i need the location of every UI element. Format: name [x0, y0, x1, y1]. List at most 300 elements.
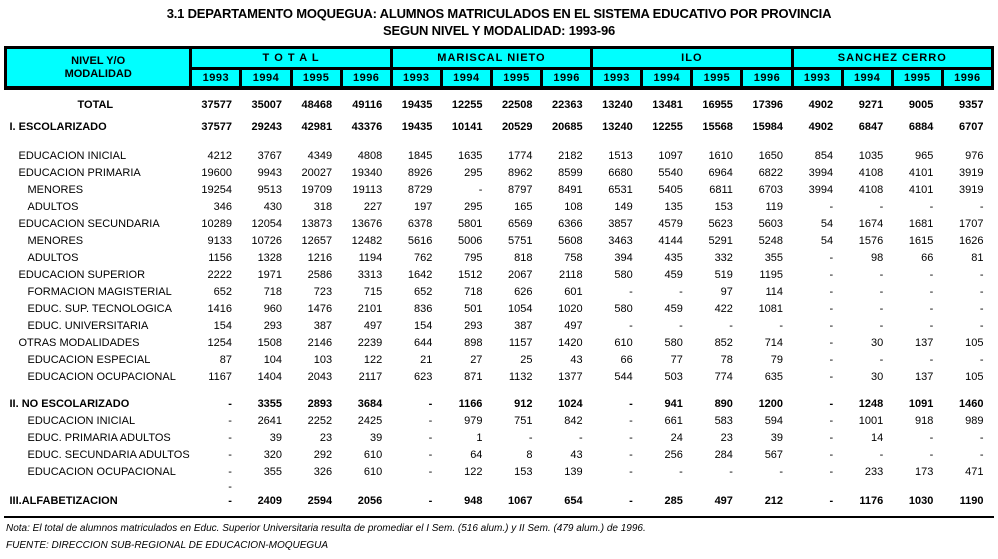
value-cell: 1610 — [708, 150, 733, 162]
value-cell: 48468 — [301, 98, 333, 111]
value-cell: - — [929, 286, 934, 298]
value-cell: 430 — [263, 201, 283, 213]
row-label: EDUCACION OCUPACIONAL — [27, 371, 176, 383]
table-row — [6, 493, 993, 510]
value-cell: - — [629, 415, 633, 427]
value-cell: 1020 — [558, 303, 583, 315]
year-header: 1995 — [692, 69, 742, 89]
value-cell: 77 — [670, 354, 683, 366]
value-cell: 135 — [664, 201, 683, 213]
value-cell: 1328 — [257, 252, 283, 264]
row-label: EDUC. UNIVERSITARIA — [27, 320, 149, 332]
value-cell: 580 — [614, 269, 633, 281]
value-cell: - — [829, 398, 834, 410]
value-cell: - — [829, 286, 834, 298]
value-cell: 1626 — [959, 235, 984, 247]
value-cell: 332 — [714, 252, 733, 264]
value-cell: 197 — [413, 201, 433, 213]
value-cell: 1030 — [908, 495, 934, 507]
value-cell: 14 — [870, 432, 884, 444]
value-cell: 394 — [614, 252, 633, 264]
value-cell: 12054 — [251, 218, 283, 230]
page-title-line2: SEGUN NIVEL Y MODALIDAD: 1993-96 — [383, 23, 615, 38]
value-cell: - — [478, 184, 483, 196]
table-row — [6, 267, 993, 284]
value-cell: 1513 — [608, 150, 633, 162]
value-cell: 5006 — [457, 235, 483, 247]
value-cell: - — [629, 466, 633, 478]
year-header: 1996 — [942, 69, 992, 89]
value-cell: 6707 — [959, 121, 984, 133]
value-cell: - — [979, 201, 984, 213]
table-row — [6, 148, 993, 165]
value-cell: 5801 — [457, 218, 483, 230]
value-cell: - — [929, 201, 934, 213]
value-cell: - — [979, 432, 984, 444]
value-cell: 20685 — [552, 121, 583, 133]
value-cell: 295 — [464, 201, 483, 213]
value-cell: 854 — [814, 150, 834, 162]
value-cell: 43376 — [351, 121, 383, 133]
value-cell: 1 — [476, 432, 483, 444]
value-cell: 2409 — [257, 495, 283, 507]
value-cell: - — [979, 286, 984, 298]
year-header: 1993 — [391, 69, 441, 89]
value-cell: 320 — [263, 449, 283, 461]
table-row — [6, 464, 993, 481]
value-cell: 35007 — [251, 98, 283, 111]
value-cell: - — [979, 269, 984, 281]
value-cell: 256 — [664, 449, 683, 461]
value-cell — [692, 481, 742, 493]
value-cell: - — [829, 303, 834, 315]
table-body — [6, 88, 993, 510]
value-cell: 5248 — [758, 235, 784, 247]
value-cell: 98 — [870, 252, 884, 264]
value-cell: 233 — [864, 466, 884, 478]
value-cell: 13676 — [351, 218, 383, 230]
value-cell: 1681 — [908, 218, 934, 230]
value-cell: 1674 — [858, 218, 884, 230]
value-cell: 965 — [914, 150, 934, 162]
value-cell: - — [979, 449, 984, 461]
table-row — [6, 396, 993, 413]
value-cell: - — [729, 320, 733, 332]
value-cell: - — [929, 269, 934, 281]
value-cell: 610 — [363, 466, 383, 478]
table-row — [6, 96, 993, 114]
value-cell: 9943 — [257, 167, 283, 179]
value-cell: 9005 — [908, 98, 934, 111]
value-cell — [441, 481, 491, 493]
value-cell: 6703 — [758, 184, 784, 196]
value-cell: 153 — [514, 466, 533, 478]
year-header: 1993 — [792, 69, 842, 89]
value-cell: 497 — [714, 495, 733, 507]
value-cell: - — [528, 432, 533, 444]
value-cell: 580 — [664, 337, 683, 349]
row-label: EDUCACION ESPECIAL — [27, 354, 151, 366]
value-cell: 2425 — [357, 415, 383, 427]
group-header-sanchez-cerro: SANCHEZ CERRO — [792, 48, 992, 69]
value-cell: - — [929, 320, 934, 332]
value-cell: 948 — [464, 495, 483, 507]
value-cell: 4902 — [808, 98, 834, 111]
value-cell: 387 — [514, 320, 533, 332]
value-cell: 8729 — [407, 184, 433, 196]
value-cell: 890 — [714, 398, 733, 410]
table-row — [6, 233, 993, 250]
value-cell: 8599 — [558, 167, 583, 179]
value-cell: 1167 — [208, 371, 232, 383]
value-cell: - — [428, 415, 433, 427]
value-cell: 4108 — [858, 167, 884, 179]
spacer-row — [6, 88, 993, 96]
value-cell: - — [979, 320, 984, 332]
value-cell: - — [879, 201, 884, 213]
value-cell: 4212 — [207, 150, 232, 162]
table-row — [6, 430, 993, 447]
value-cell: 762 — [413, 252, 433, 264]
value-cell: 1635 — [457, 150, 483, 162]
value-cell: 104 — [263, 354, 283, 366]
value-cell: - — [879, 320, 884, 332]
value-cell: - — [629, 432, 633, 444]
value-cell: 17396 — [752, 98, 784, 111]
value-cell: 4349 — [307, 150, 333, 162]
value-cell: - — [428, 432, 433, 444]
value-cell: 661 — [664, 415, 683, 427]
nota-text: Nota: El total de alumnos matriculados en Educ. Superior Universitaria resulta de promediar el I Sem. (516 alum.) y II Sem. (479 alum.) de 1996. — [6, 523, 646, 534]
value-cell: - — [829, 201, 834, 213]
value-cell: - — [929, 303, 934, 315]
value-cell: 1081 — [758, 303, 784, 315]
value-cell: 5540 — [658, 167, 683, 179]
value-cell: 976 — [965, 150, 984, 162]
value-cell: 644 — [413, 337, 433, 349]
value-cell: 715 — [363, 286, 383, 298]
value-cell — [842, 481, 892, 493]
value-cell: - — [879, 269, 884, 281]
value-cell: - — [228, 415, 232, 427]
value-cell: 6811 — [709, 184, 733, 196]
spacer-cell — [6, 88, 993, 96]
value-cell: 2182 — [558, 150, 583, 162]
value-cell: - — [979, 303, 984, 315]
value-cell: 22508 — [501, 98, 533, 111]
value-cell: 227 — [363, 201, 383, 213]
value-cell: 12255 — [652, 121, 683, 133]
value-cell: - — [929, 354, 934, 366]
value-cell: - — [879, 354, 884, 366]
value-cell: - — [829, 337, 834, 349]
spacer-cell — [6, 136, 993, 148]
value-cell: 751 — [514, 415, 533, 427]
value-cell: 836 — [413, 303, 433, 315]
value-cell: 898 — [464, 337, 483, 349]
value-cell: 293 — [464, 320, 483, 332]
value-cell: - — [829, 354, 834, 366]
table-row — [6, 335, 993, 352]
value-cell: - — [829, 371, 834, 383]
value-cell: 9513 — [257, 184, 283, 196]
row-label: EDUCACION INICIAL — [18, 150, 127, 162]
value-cell — [892, 481, 942, 493]
value-cell: 503 — [664, 371, 683, 383]
row-label: MENORES — [27, 184, 84, 196]
value-cell: 154 — [213, 320, 232, 332]
value-cell: 8797 — [508, 184, 533, 196]
value-cell: 149 — [614, 201, 633, 213]
value-cell: 1216 — [307, 252, 333, 264]
value-cell: 652 — [213, 286, 232, 298]
value-cell: 818 — [514, 252, 533, 264]
value-cell: 654 — [564, 495, 583, 507]
value-cell: 601 — [564, 286, 583, 298]
row-label: OTRAS MODALIDADES — [18, 337, 140, 349]
value-cell: 66 — [620, 354, 633, 366]
value-cell: 2252 — [307, 415, 333, 427]
value-cell: 139 — [564, 466, 583, 478]
value-cell: 1460 — [959, 398, 984, 410]
value-cell: - — [679, 320, 683, 332]
value-cell: 3463 — [608, 235, 633, 247]
value-cell: 1774 — [508, 150, 533, 162]
value-cell: 941 — [664, 398, 683, 410]
value-cell: 9271 — [858, 98, 884, 111]
value-cell: 24 — [670, 432, 683, 444]
value-cell: 1156 — [208, 252, 232, 264]
value-cell: 519 — [714, 269, 733, 281]
value-cell: 2056 — [357, 495, 383, 507]
value-cell: 39 — [770, 432, 784, 444]
value-cell: 79 — [770, 354, 784, 366]
value-cell: 422 — [714, 303, 733, 315]
value-cell: 2222 — [207, 269, 232, 281]
value-cell: 3857 — [608, 218, 633, 230]
value-cell: 39 — [269, 432, 283, 444]
value-cell: 852 — [714, 337, 733, 349]
value-cell: 5616 — [407, 235, 433, 247]
value-cell: 114 — [765, 286, 784, 298]
value-cell: 1615 — [908, 235, 934, 247]
value-cell: 355 — [263, 466, 283, 478]
value-cell: 6884 — [908, 121, 934, 133]
value-cell: 610 — [363, 449, 383, 461]
value-cell: 1132 — [508, 371, 533, 383]
value-cell: 6366 — [558, 218, 583, 230]
value-cell: 1512 — [457, 269, 483, 281]
row-label: EDUCACION SECUNDARIA — [18, 218, 160, 230]
value-cell: - — [879, 286, 884, 298]
value-cell: 4108 — [858, 184, 884, 196]
value-cell: - — [228, 481, 232, 493]
value-cell: 20529 — [501, 121, 533, 133]
value-cell — [642, 481, 692, 493]
value-cell: - — [829, 449, 834, 461]
value-cell: 1176 — [859, 495, 884, 507]
value-cell: - — [829, 466, 834, 478]
value-cell: 2043 — [307, 371, 333, 383]
value-cell: 25 — [520, 354, 533, 366]
value-cell: 154 — [413, 320, 433, 332]
value-cell: - — [228, 495, 232, 507]
value-cell — [542, 481, 592, 493]
value-cell: 652 — [413, 286, 433, 298]
value-cell: - — [428, 495, 433, 507]
value-cell: 6680 — [608, 167, 633, 179]
group-header-ilo: ILO — [592, 48, 792, 69]
value-cell: 8962 — [508, 167, 533, 179]
value-cell: 5623 — [708, 218, 733, 230]
value-cell: 54 — [820, 218, 834, 230]
value-cell: 795 — [464, 252, 483, 264]
value-cell: 105 — [965, 337, 984, 349]
value-cell: 4808 — [357, 150, 383, 162]
value-cell: - — [679, 466, 683, 478]
page-title-line1: 3.1 DEPARTAMENTO MOQUEGUA: ALUMNOS MATRICULADOS EN EL SISTEMA EDUCATIVO POR PROVINCIA — [166, 6, 832, 21]
value-cell: - — [629, 286, 633, 298]
row-label: EDUCACION INICIAL — [27, 415, 136, 427]
value-cell: 5603 — [758, 218, 784, 230]
value-cell: 20027 — [301, 167, 333, 179]
value-cell: 19709 — [301, 184, 333, 196]
value-cell: - — [228, 398, 232, 410]
value-cell: 19435 — [401, 121, 433, 133]
row-label: II. NO ESCOLARIZADO — [9, 398, 130, 410]
year-header: 1995 — [491, 69, 541, 89]
table-row — [6, 165, 993, 182]
value-cell: - — [629, 449, 633, 461]
year-header: 1996 — [542, 69, 592, 89]
value-cell: 64 — [470, 449, 483, 461]
value-cell: 3919 — [959, 184, 984, 196]
value-cell: 5405 — [658, 184, 683, 196]
value-cell: 13240 — [602, 98, 633, 111]
value-cell: 2118 — [558, 269, 583, 281]
value-cell: - — [879, 449, 884, 461]
spacer-row — [6, 386, 993, 396]
value-cell: 1508 — [257, 337, 283, 349]
value-cell: - — [879, 303, 884, 315]
value-cell: 10726 — [251, 235, 283, 247]
year-header: 1993 — [592, 69, 642, 89]
value-cell: 19340 — [351, 167, 383, 179]
year-header: 1994 — [441, 69, 491, 89]
value-cell: 346 — [213, 201, 232, 213]
value-cell: 2594 — [307, 495, 333, 507]
value-cell: 497 — [363, 320, 383, 332]
row-label: EDUC. SUP. TECNOLOGICA — [27, 303, 172, 315]
value-cell: 1067 — [508, 495, 533, 507]
value-cell: 39 — [370, 432, 383, 444]
value-cell: 23 — [720, 432, 733, 444]
spacer-cell — [6, 386, 993, 396]
value-cell: 912 — [514, 398, 533, 410]
table-row — [6, 182, 993, 199]
row-label: EDUCACION SUPERIOR — [18, 269, 146, 281]
value-cell: 23 — [319, 432, 333, 444]
value-cell: 2101 — [357, 303, 383, 315]
value-cell: 54 — [820, 235, 834, 247]
year-header: 1995 — [291, 69, 341, 89]
value-cell: - — [979, 354, 984, 366]
value-cell: - — [829, 415, 834, 427]
row-label: ADULTOS — [27, 201, 79, 213]
value-cell: 1476 — [307, 303, 333, 315]
value-cell: 6964 — [708, 167, 733, 179]
value-cell: 3919 — [959, 167, 984, 179]
value-cell: 1200 — [758, 398, 784, 410]
value-cell: 326 — [313, 466, 333, 478]
value-cell: - — [829, 269, 834, 281]
value-cell: 108 — [564, 201, 583, 213]
value-cell: 1024 — [558, 398, 583, 410]
value-cell: 137 — [914, 337, 934, 349]
value-cell: 580 — [614, 303, 633, 315]
table-row — [6, 447, 993, 464]
group-header-total: T O T A L — [191, 48, 391, 69]
value-cell: 13481 — [652, 98, 683, 111]
value-cell — [391, 481, 441, 493]
year-header: 1994 — [241, 69, 291, 89]
value-cell: 623 — [413, 371, 433, 383]
value-cell: 1650 — [758, 150, 784, 162]
value-cell: 3313 — [357, 269, 383, 281]
column-header-nivel-modalidad — [6, 48, 191, 89]
value-cell: 12255 — [451, 98, 483, 111]
value-cell: 284 — [714, 449, 733, 461]
value-cell: - — [428, 466, 433, 478]
value-cell: 295 — [464, 167, 483, 179]
value-cell: 12482 — [351, 235, 383, 247]
value-cell: 1195 — [759, 269, 784, 281]
value-cell: 19600 — [201, 167, 232, 179]
value-cell: 173 — [914, 466, 934, 478]
value-cell: 292 — [313, 449, 333, 461]
value-cell: 10141 — [451, 121, 483, 133]
value-cell: 501 — [464, 303, 483, 315]
year-header: 1993 — [191, 69, 241, 89]
row-label: EDUCACION PRIMARIA — [18, 167, 141, 179]
value-cell: 2117 — [358, 371, 383, 383]
value-cell: 21 — [420, 354, 433, 366]
value-cell: 9357 — [959, 98, 984, 111]
table-row — [6, 284, 993, 301]
value-cell: 1416 — [207, 303, 232, 315]
value-cell: 5751 — [508, 235, 533, 247]
fuente-text: FUENTE: DIRECCION SUB-REGIONAL DE EDUCACION-MOQUEGUA — [6, 540, 329, 551]
header-label-line1: NIVEL Y/O — [71, 54, 126, 67]
value-cell: 6531 — [608, 184, 633, 196]
value-cell: 5291 — [708, 235, 733, 247]
value-cell: 1254 — [207, 337, 232, 349]
value-cell: 2239 — [357, 337, 383, 349]
row-label: EDUC. PRIMARIA ADULTOS — [27, 432, 171, 444]
value-cell: - — [829, 252, 834, 264]
value-cell: 13240 — [602, 121, 633, 133]
value-cell: 4144 — [658, 235, 683, 247]
value-cell: 3994 — [808, 184, 834, 196]
table-row — [6, 216, 993, 233]
value-cell: 758 — [564, 252, 583, 264]
value-cell — [291, 481, 341, 493]
enrollment-table — [4, 46, 994, 510]
value-cell: 3767 — [257, 150, 283, 162]
value-cell — [942, 481, 992, 493]
value-cell: 318 — [313, 201, 333, 213]
table-row — [6, 250, 993, 267]
